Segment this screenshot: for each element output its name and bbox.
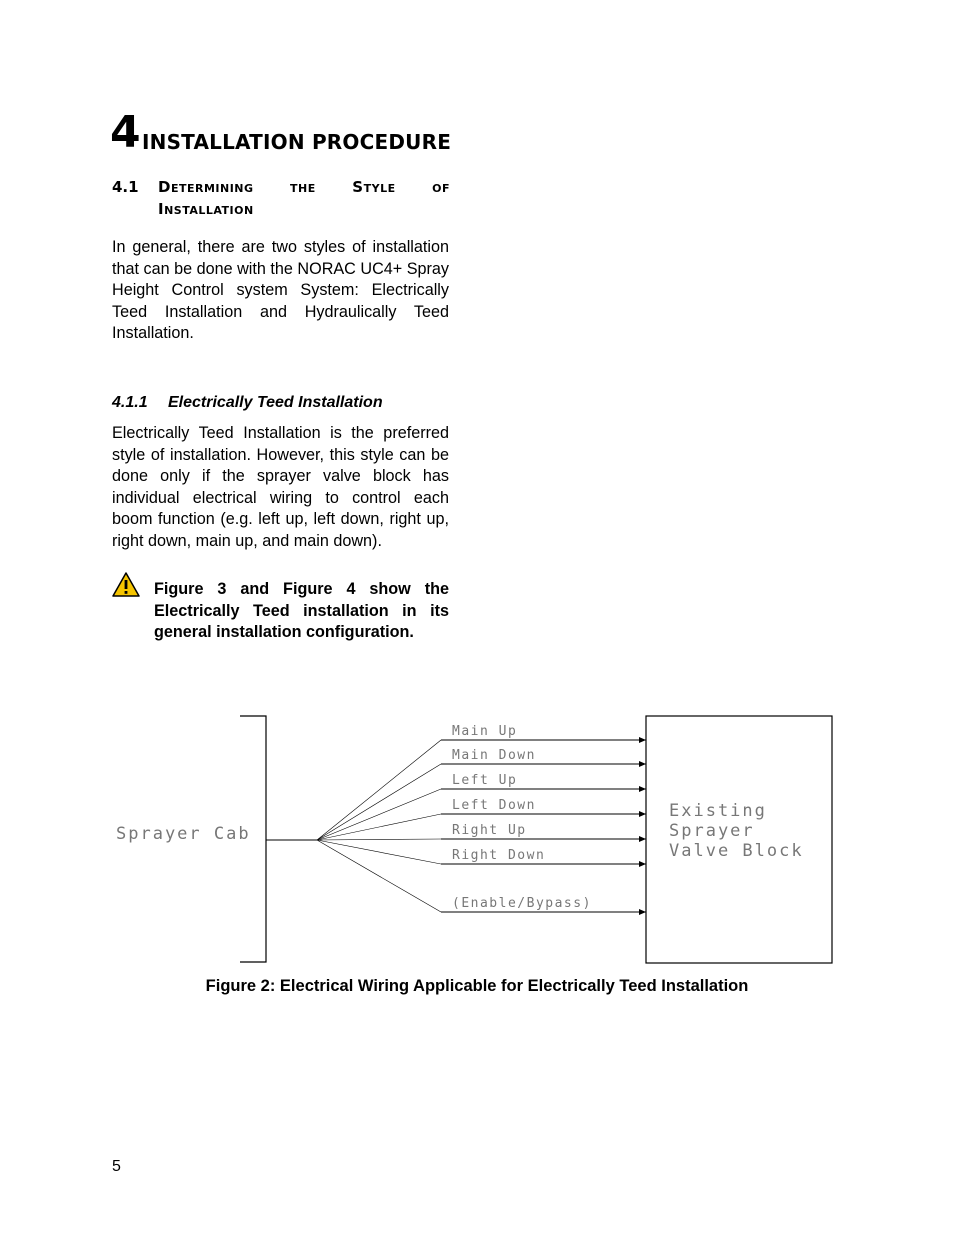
signal-label: (Enable/Bypass) — [452, 896, 592, 911]
fan-wire — [317, 839, 441, 840]
section-title-line1: Determining the Style of — [158, 178, 450, 196]
fan-wire — [317, 764, 441, 840]
wiring-diagram — [100, 700, 860, 975]
signal-label: Left Up — [452, 773, 518, 788]
signal-label: Left Down — [452, 798, 536, 813]
fan-wire — [317, 740, 441, 840]
intro-paragraph: In general, there are two styles of installation that can be done with the NORAC UC4+ Spray Height Control system System: Electrically Teed Installation and Hydraulically Teed Installation. — [112, 238, 449, 343]
signal-label: Main Down — [452, 748, 536, 763]
fan-wire — [317, 789, 441, 840]
body-paragraph: Electrically Teed Installation is the preferred style of installation. However, this style can be done only if the sprayer valve block has individual electrical wiring to control each boom function (e.g. left up, left down, right up, right down, main up, and main down). — [112, 424, 449, 550]
warning-triangle-icon — [111, 571, 141, 599]
section-title — [158, 176, 450, 220]
section-number: 4.1 — [112, 178, 139, 196]
warning-note: Figure 3 and Figure 4 show the Electrically Teed installation in its general installation configuration. — [154, 580, 449, 642]
signal-label: Right Down — [452, 848, 546, 863]
figure-caption: Figure 2: Electrical Wiring Applicable for Electrically Teed Installation — [205, 977, 749, 995]
subsection-title: Electrically Teed Installation — [168, 394, 383, 411]
sprayer-cab-label: Sprayer Cab — [116, 824, 251, 844]
page-number: 5 — [112, 1158, 121, 1175]
chapter-number: 4 — [110, 107, 141, 158]
chapter-title: INSTALLATION PROCEDURE — [142, 130, 452, 154]
subsection-number: 4.1.1 — [112, 394, 148, 411]
valve-block-label-line3: Valve Block — [669, 841, 804, 861]
section-title-line2: Installation — [158, 200, 254, 218]
valve-block-label-line2: Sprayer — [669, 821, 755, 841]
signal-label: Main Up — [452, 724, 518, 739]
fan-wire — [317, 814, 441, 840]
valve-block-label-line1: Existing — [669, 801, 767, 821]
fan-wire — [317, 840, 441, 912]
fan-wire — [317, 840, 441, 864]
signal-label: Right Up — [452, 823, 527, 838]
